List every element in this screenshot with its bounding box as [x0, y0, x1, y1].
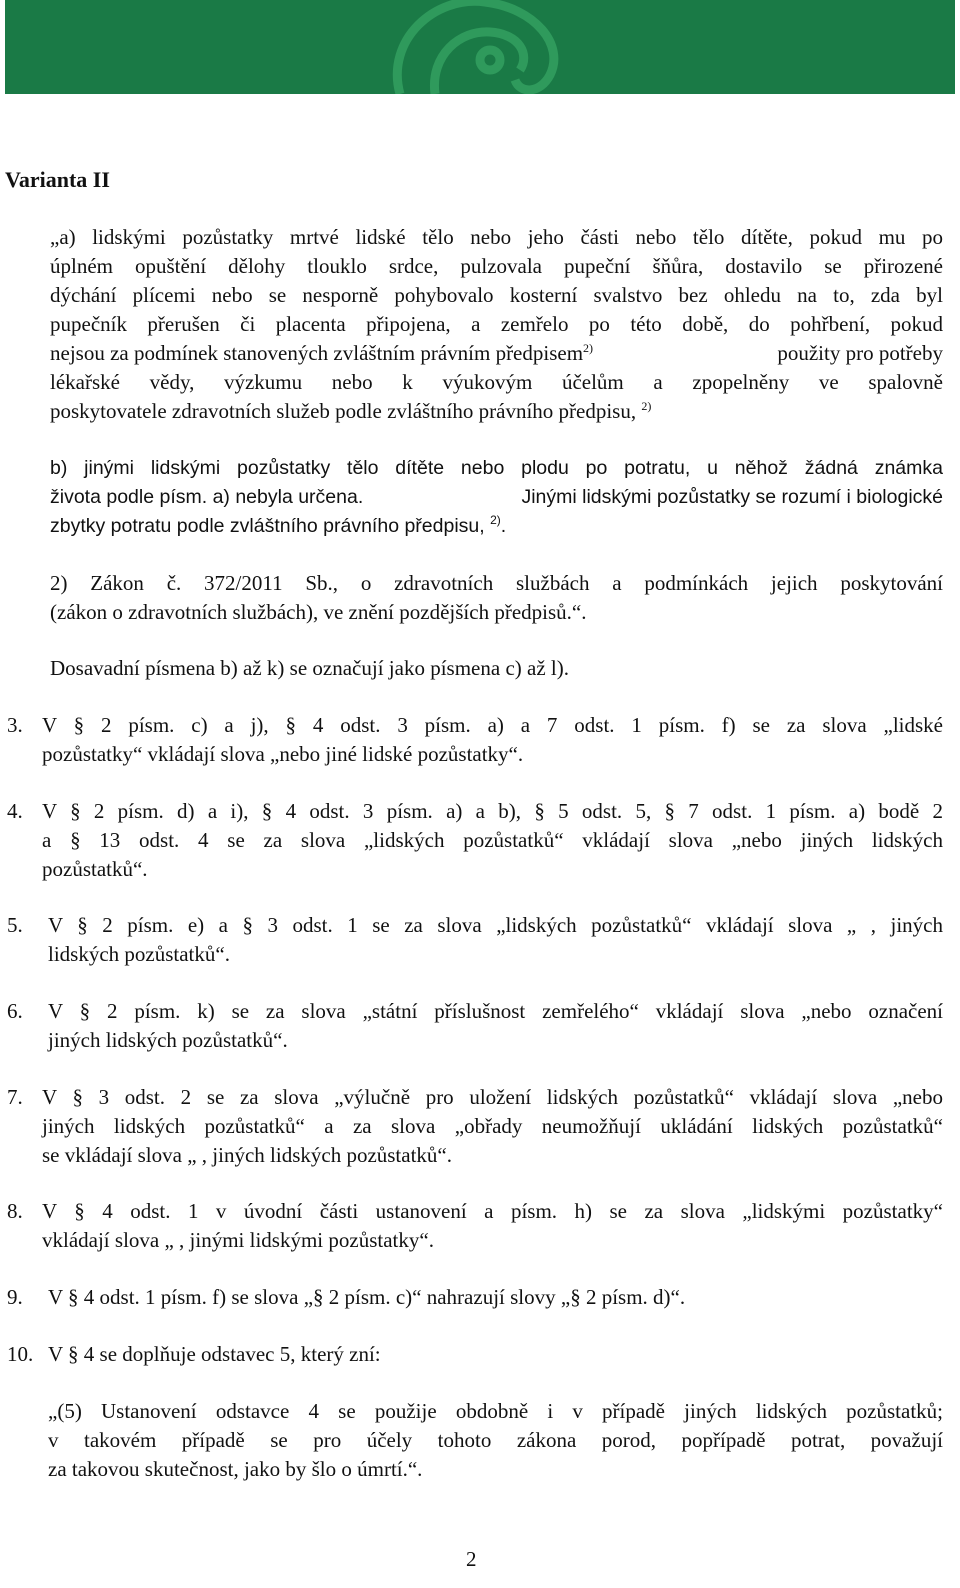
item-line: V § 4 se doplňuje odstavec 5, který zní:: [48, 1342, 381, 1366]
item-number: 10.: [7, 1342, 34, 1366]
item-line: jiných lidských pozůstatků“ a za slova „obřady neumožňují ukládání lidských pozůstatků“: [42, 1114, 943, 1138]
quote-line: v takovém případě se pro účely tohoto zákona porod, popřípadě potrat, považují: [48, 1428, 943, 1452]
item-number: 3.: [7, 713, 23, 737]
footnote-ref: 2): [641, 399, 652, 413]
footnote-ref: 2): [490, 513, 501, 527]
footnote-line: 2) Zákon č. 372/2011 Sb., o zdravotních službách a podmínkách jejich poskytování: [50, 571, 943, 595]
item-line: se vkládají slova „ , jiných lidských pozůstatků“.: [42, 1143, 452, 1167]
item-line: V § 4 odst. 1 písm. f) se slova „§ 2 písm. c)“ nahrazují slovy „§ 2 písm. d)“.: [48, 1285, 686, 1309]
para-b-line: b) jinými lidskými pozůstatky tělo dítěte nebo plodu po potratu, u něhož žádná známka: [50, 457, 943, 479]
item-number: 6.: [7, 999, 23, 1023]
item-line: lidských pozůstatků“.: [48, 942, 230, 966]
para-a-line: [50, 397, 651, 426]
para-a-text: poskytovatele zdravotních služeb podle zvláštního právního předpisu,: [50, 399, 637, 423]
item-line: jiných lidských pozůstatků“.: [48, 1028, 288, 1052]
para-a-line: lékařské vědy, výzkumu nebo k výukovým účelům a zpopelněny ve spalovně: [50, 370, 943, 394]
item-line: vkládají slova „ , jinými lidskými pozůstatky“.: [42, 1228, 434, 1252]
item-number: 5.: [7, 913, 23, 937]
para-a-line: pupečník přerušen či placenta připojena, a zemřelo po této době, do pohřbení, pokud: [50, 312, 943, 336]
item-number: 4.: [7, 799, 23, 823]
quote-line: za takovou skutečnost, jako by šlo o úmrtí.“.: [48, 1457, 423, 1481]
item-line: V § 2 písm. e) a § 3 odst. 1 se za slova „lidských pozůstatků“ vkládají slova „ , jiných: [48, 913, 943, 937]
para-a-text: použity pro potřeby: [777, 341, 943, 365]
para-b-text: .: [500, 515, 507, 537]
para-a-text: nejsou za podmínek stanovených zvláštním právním předpisem: [50, 341, 584, 365]
page-number: 2: [466, 1547, 477, 1571]
item-line: a § 13 odst. 4 se za slova „lidských pozůstatků“ vkládají slova „nebo jiných lidských: [42, 828, 943, 852]
item-line: V § 3 odst. 2 se za slova „výlučně pro uložení lidských pozůstatků“ vkládají slova „nebo: [42, 1085, 943, 1109]
item-line: V § 2 písm. d) a i), § 4 odst. 3 písm. a) a b), § 5 odst. 5, § 7 odst. 1 písm. a) bodě 2: [42, 799, 943, 823]
item-number: 9.: [7, 1285, 23, 1309]
para-b-text: Jinými lidskými pozůstatky se rozumí i biologické: [521, 486, 943, 508]
item-number: 7.: [7, 1085, 23, 1109]
para-b-line: [50, 512, 506, 541]
item-line: pozůstatky“ vkládají slova „nebo jiné lidské pozůstatky“.: [42, 742, 524, 766]
item-number: 8.: [7, 1199, 23, 1223]
para-a-line: dýchání plícemi nebo se nesporně pohybovalo kosterní svalstvo bez ohledu na to, zda byl: [50, 283, 943, 307]
quote-line: „(5) Ustanovení odstavce 4 se použije obdobně i v případě jiných lidských pozůstatků;: [48, 1399, 943, 1423]
para-a-line: „a) lidskými pozůstatky mrtvé lidské tělo nebo jeho části nebo tělo dítěte, pokud mu po: [50, 225, 943, 249]
item-line: V § 4 odst. 1 v úvodní části ustanovení a písm. h) se za slova „lidskými pozůstatky“: [42, 1199, 943, 1223]
para-a-line: [50, 339, 943, 368]
para-b-line: [50, 483, 943, 512]
item-line: pozůstatků“.: [42, 857, 148, 881]
item-line: V § 2 písm. k) se za slova „státní příslušnost zemřelého“ vkládají slova „nebo označení: [48, 999, 943, 1023]
item-line: V § 2 písm. c) a j), § 4 odst. 3 písm. a) a 7 odst. 1 písm. f) se za slova „lidské: [42, 713, 943, 737]
footnote-line: (zákon o zdravotních službách), ve znění pozdějších předpisů.“.: [50, 600, 587, 624]
para-b-text: zbytky potratu podle zvláštního právního předpisu,: [50, 515, 485, 537]
header-banner: [5, 0, 955, 94]
para-b-text: života podle písm. a) nebyla určena.: [50, 486, 364, 508]
stylized-ear-logo-icon: [5, 0, 955, 94]
footnote-ref: 2): [583, 341, 594, 355]
para-a-line: úplném opuštění dělohy tlouklo srdce, pulzovala pupeční šňůra, dostavilo se přirozené: [50, 254, 943, 278]
section-heading: Varianta II: [5, 167, 110, 192]
renumber-note: Dosavadní písmena b) až k) se označují jako písmena c) až l).: [50, 656, 569, 680]
